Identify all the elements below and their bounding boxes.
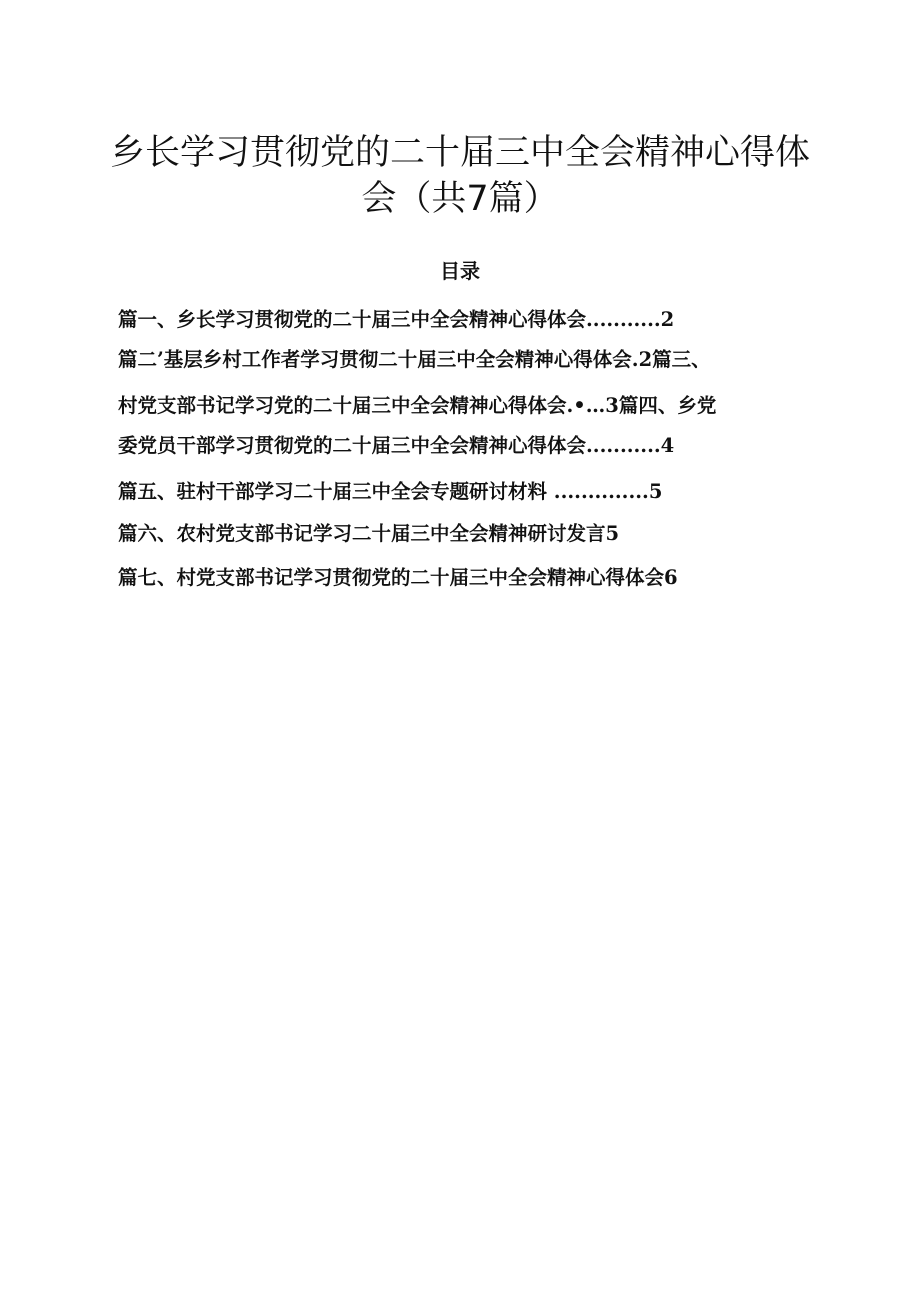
document-title-line-2: 会（共7篇）	[361, 179, 559, 219]
toc-line-5: 篇五、驻村干部学习二十届三中全会专题研讨材料 ..............5	[118, 480, 663, 503]
toc-line-1: 篇一、乡长学习贯彻党的二十届三中全会精神心得体会...........2	[118, 308, 675, 331]
toc-line-3: 村党支部书记学习党的二十届三中全会精神心得体会.•…3篇四、乡党	[118, 394, 717, 417]
toc-heading: 目录	[440, 259, 480, 283]
toc-line-4: 委党员干部学习贯彻党的二十届三中全会精神心得体会...........4	[118, 434, 675, 457]
toc-line-6: 篇六、农村党支部书记学习二十届三中全会精神研讨发言5	[118, 522, 620, 545]
toc-line-2: 篇二’基层乡村工作者学习贯彻二十届三中全会精神心得体会.2篇三、	[118, 348, 711, 371]
toc-line-7: 篇七、村党支部书记学习贯彻党的二十届三中全会精神心得体会6	[118, 566, 678, 589]
document-title-line-1: 乡长学习贯彻党的二十届三中全会精神心得体	[110, 133, 811, 173]
